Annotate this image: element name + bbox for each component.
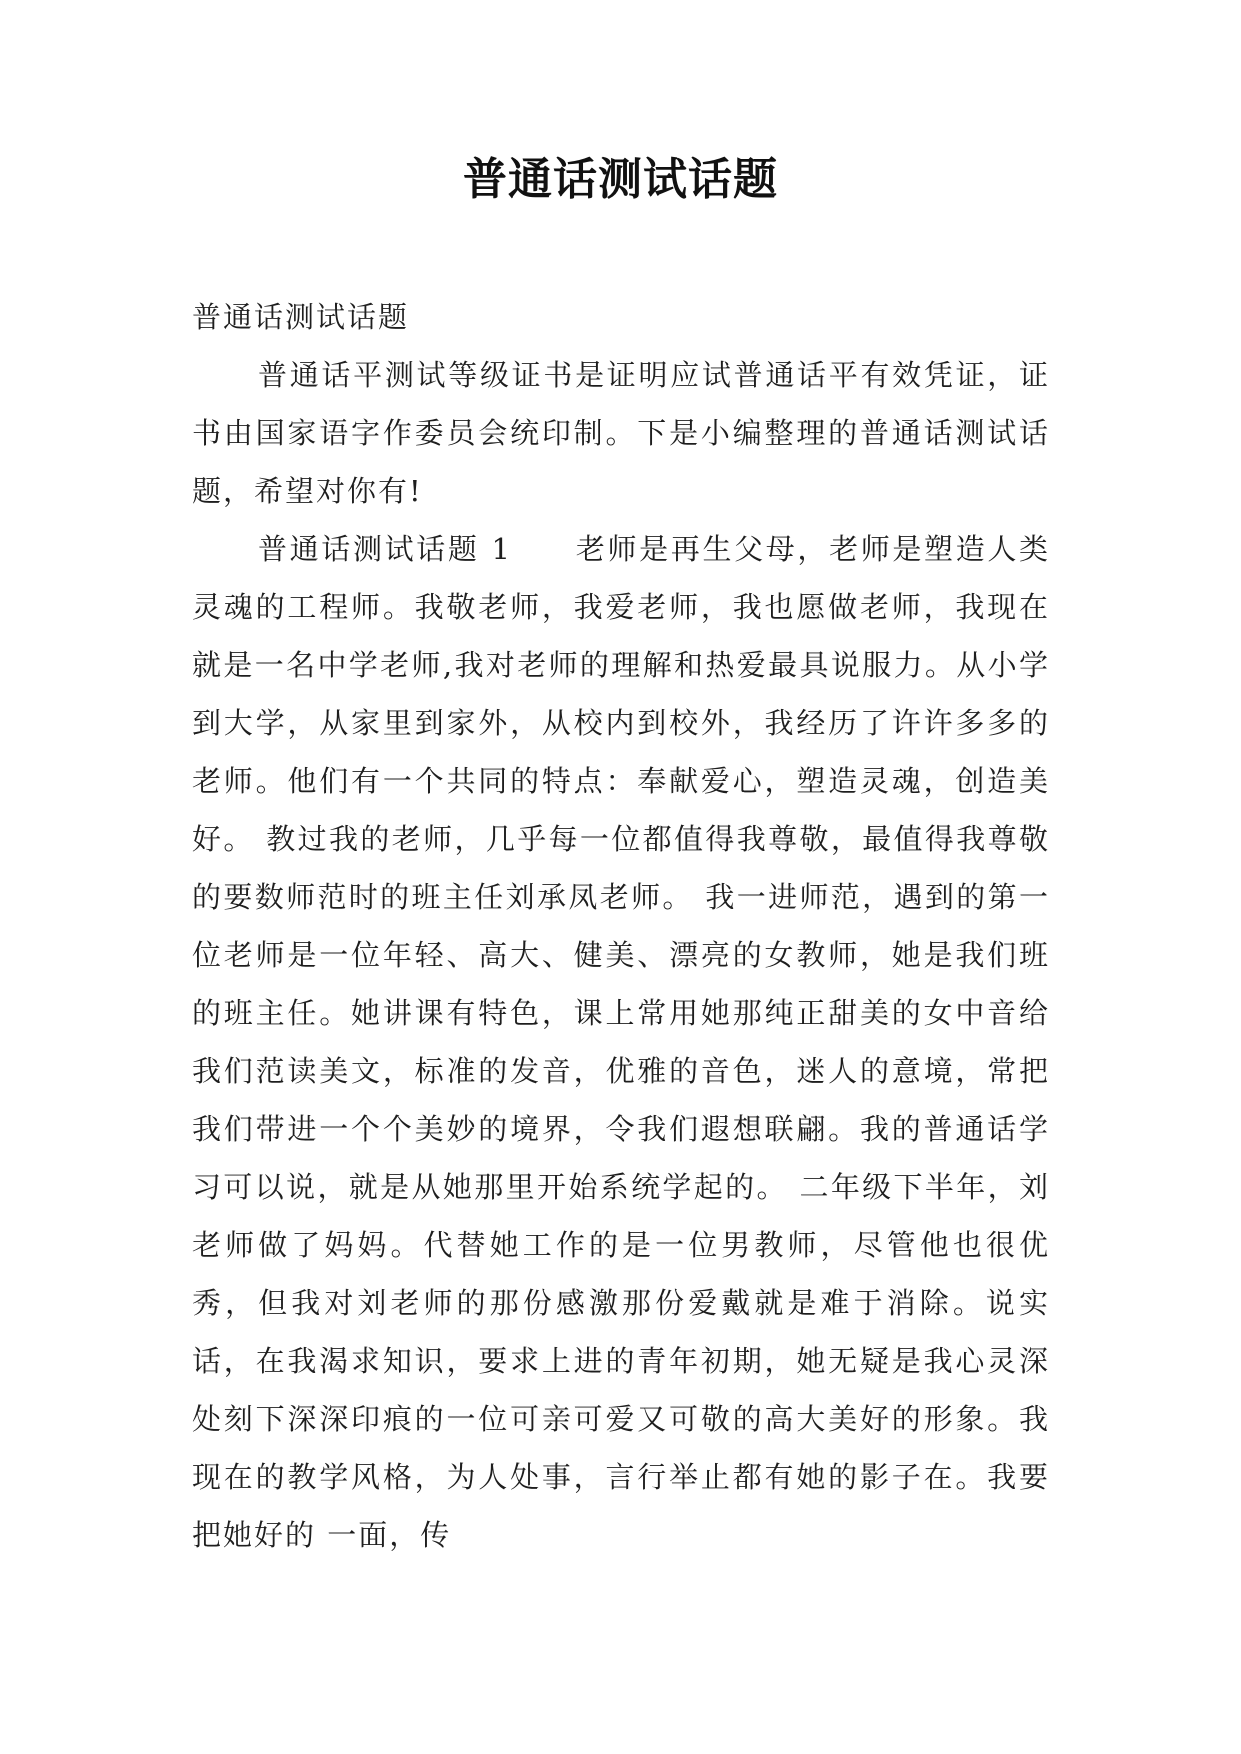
intro-paragraph: 普通话平测试等级证书是证明应试普通话平有效凭证，证书由国家语字作委员会统印制。下是小编整理的普通话测试话题，希望对你有! bbox=[192, 358, 1050, 508]
topic-1-paragraph: 普通话测试话题 1 老师是再生父母，老师是塑造人类灵魂的工程师。我敬老师，我爱老师，我也愿做老师，我现在就是一名中学老师,我对老师的理解和热爱最具说服力。从小学到大学，从家里到家外，从校内到校外，我经历了许许多多的老师。他们有一个共同的特点：奉献爱心，塑造灵魂，创造美好。 教过我的老师，几乎每一位都值得我尊敬，最值得我尊敬的要数师范时的班主任刘承凤老师。 我一进师范，遇到的第一位老师是一位年轻、高大、健美、漂亮的女教师，她是我们班的班主任。她讲课有特色，课上常用她那纯正甜美的女中音给我们范读美文，标准的发音，优雅的音色，迷人的意境，常把我们带进一个个美妙的境界，令我们遐想联翩。我的普通话学习可以说，就是从她那里开始系统学起的。 二年级下半年，刘老师做了妈妈。代替她工作的是一位男教师，尽管他也很优秀，但我对刘老师的那份感激那份爱戴就是难于消除。说实话，在我渴求知识，要求上进的青年初期，她无疑是我心灵深处刻下深深印痕的一位可亲可爱又可敬的高大美好的形象。我现在的教学风格，为人处事，言行举止都有她的影子在。我要把她好的 一面，传 bbox=[192, 532, 1050, 1552]
document-body bbox=[192, 288, 1050, 1564]
document-title: 普通话测试话题 bbox=[463, 154, 778, 205]
document-subtitle: 普通话测试话题 bbox=[192, 300, 410, 334]
